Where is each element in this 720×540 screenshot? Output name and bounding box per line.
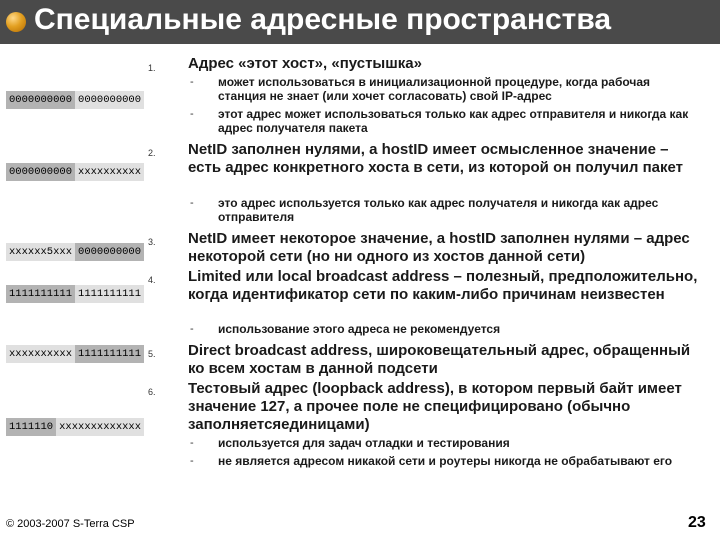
bullet-dash: -	[190, 323, 194, 335]
address-pattern-host-part: xxxxxxxxxx	[75, 163, 144, 181]
address-pattern-net-part: 1111110	[6, 418, 56, 436]
item-number: 4.	[148, 275, 156, 285]
sub-bullet: этот адрес может использоваться только как адрес отправителя и никогда как адрес получателя пакета	[218, 107, 689, 135]
bullet-dash: -	[190, 76, 194, 88]
bullet-dash: -	[190, 108, 194, 120]
title-bar	[0, 0, 720, 44]
item-number: 2.	[148, 148, 156, 158]
address-pattern-1	[6, 91, 144, 109]
address-pattern-2	[6, 163, 144, 181]
address-pattern-host-part: 0000000000	[75, 91, 144, 109]
address-pattern-6	[6, 418, 144, 436]
item-text: NetID заполнен нулями, а hostID имеет осмысленное значение – есть адрес конкретного хоста в сети, из которой он получил пакет	[188, 141, 684, 176]
address-pattern-net-part: 0000000000	[6, 91, 75, 109]
sub-bullet: не является адресом никакой сети и роутеры никогда не обрабатывают его	[218, 454, 673, 468]
item-text: Адрес «этот хост», «пустышка»	[188, 55, 422, 72]
item-text: Limited или local broadcast address – полезный, предположительно, когда идентификатор сети по каким-либо причинам неизвестен	[188, 268, 698, 303]
address-pattern-host-part: 1111111111	[75, 345, 144, 363]
item-number: 6.	[148, 387, 156, 397]
item-number: 5.	[148, 349, 156, 359]
bullet-dash: -	[190, 197, 194, 209]
address-pattern-host-part: 1111111111	[75, 285, 144, 303]
item-number: 3.	[148, 237, 156, 247]
sub-bullet: может использоваться в инициализационной процедуре, когда рабочая станция не знает (или хочет согласовать) свой IP-адрес	[218, 75, 651, 103]
address-pattern-host-part: xxxxxxxxxxxxx	[56, 418, 144, 436]
item-text: Direct broadcast address, широковещательный адрес, обращенный ко всем хостам в данной подсети	[188, 342, 691, 377]
item-text: NetID имеет некоторое значение, а hostID заполнен нулями – адрес некоторой сети (но ни одного из хостов данной сети)	[188, 230, 690, 265]
item-number: 1.	[148, 63, 156, 73]
address-pattern-3	[6, 243, 144, 261]
bullet-icon	[6, 12, 26, 32]
footer-copyright: © 2003-2007 S-Terra CSP	[6, 518, 135, 530]
address-pattern-net-part: xxxxxx5xxx	[6, 243, 75, 261]
page-title: Специальные адресные пространства	[34, 3, 612, 36]
sub-bullet: это адрес используется только как адрес получателя и никогда как адрес отправителя	[218, 196, 659, 224]
item-text: Тестовый адрес (loopback address), в котором первый байт имеет значение 127, а прочее поле не специфицировано (обычно заполняетсяединицами)	[188, 380, 682, 433]
bullet-dash: -	[190, 455, 194, 467]
address-pattern-5	[6, 345, 144, 363]
bullet-dash: -	[190, 437, 194, 449]
address-pattern-net-part: 1111111111	[6, 285, 75, 303]
address-pattern-4	[6, 285, 144, 303]
address-pattern-host-part: 0000000000	[75, 243, 144, 261]
sub-bullet: использование этого адреса не рекомендуется	[218, 322, 501, 336]
address-pattern-net-part: 0000000000	[6, 163, 75, 181]
address-pattern-net-part: xxxxxxxxxx	[6, 345, 75, 363]
page-number: 23	[688, 514, 706, 531]
sub-bullet: используется для задач отладки и тестирования	[218, 436, 510, 450]
